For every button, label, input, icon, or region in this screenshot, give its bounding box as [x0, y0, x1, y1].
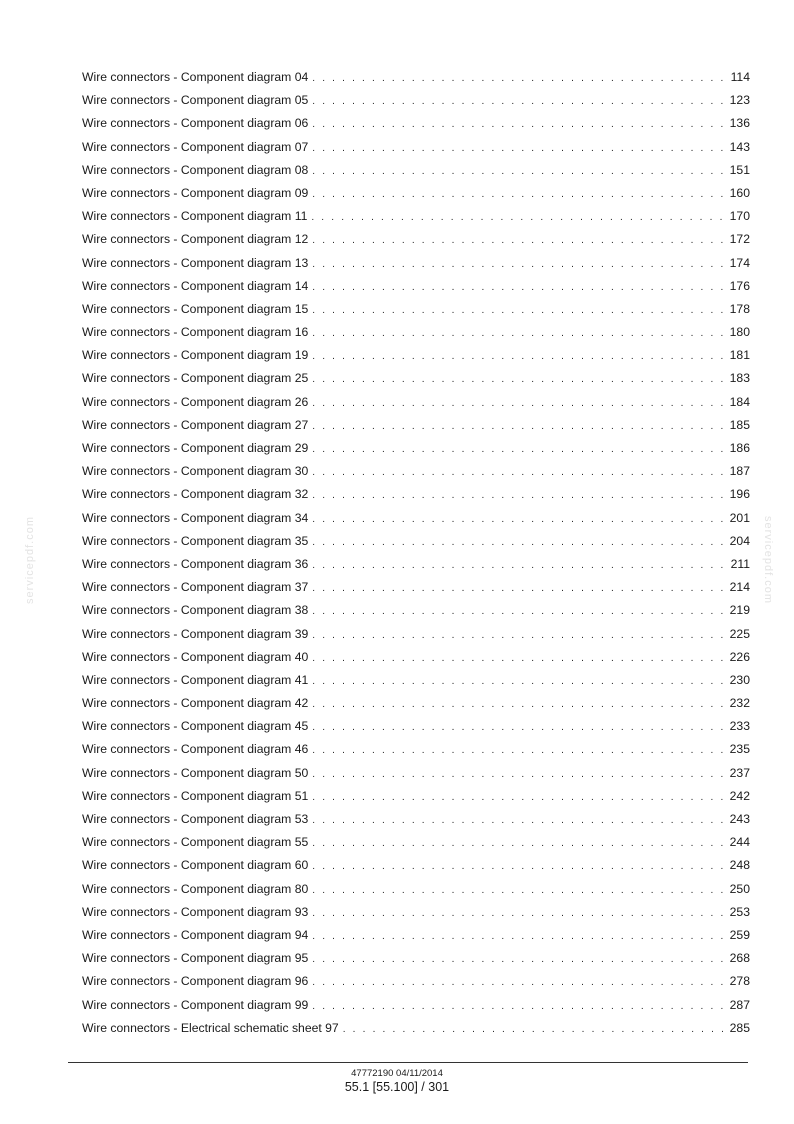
toc-entry[interactable] [82, 136, 750, 159]
dot-leader [312, 855, 725, 878]
toc-entry-page-number: 250 [729, 881, 750, 896]
toc-entry[interactable] [82, 576, 750, 599]
toc-entry-title: Wire connectors - Component diagram 53 [82, 812, 309, 826]
toc-entry-title: Wire connectors - Component diagram 50 [82, 765, 309, 780]
dot-leader [312, 183, 725, 206]
dot-leader [312, 484, 725, 507]
watermark-right: servicepdf.com [762, 516, 774, 604]
toc-entry[interactable] [82, 66, 750, 89]
toc-entry[interactable] [82, 994, 750, 1017]
toc-entry-title: Wire connectors - Component diagram 99 [82, 997, 309, 1012]
toc-entry[interactable] [82, 831, 750, 854]
toc-entry[interactable] [82, 1017, 750, 1040]
toc-entry[interactable] [82, 112, 750, 135]
dot-leader [312, 902, 725, 925]
toc-entry[interactable] [82, 159, 750, 182]
dot-leader [312, 600, 725, 623]
toc-entry-title: Wire connectors - Component diagram 96 [82, 974, 309, 989]
toc-entry-title: Wire connectors - Component diagram 80 [82, 881, 309, 896]
toc-entry-title: Wire connectors - Component diagram 27 [82, 417, 309, 432]
toc-entry-page-number: 181 [729, 348, 750, 363]
toc-entry-page-number: 235 [729, 742, 750, 757]
dot-leader [312, 276, 725, 299]
dot-leader [312, 113, 725, 136]
toc-entry-page-number: 160 [729, 185, 750, 200]
dot-leader [312, 67, 726, 90]
toc-entry-page-number: 172 [729, 232, 750, 247]
toc-entry-page-number: 225 [729, 626, 750, 641]
toc-entry-title: Wire connectors - Component diagram 08 [82, 162, 309, 177]
toc-entry-page-number: 278 [729, 974, 750, 989]
toc-entry[interactable] [82, 947, 750, 970]
dot-leader [312, 693, 725, 716]
toc-entry-page-number: 187 [729, 464, 750, 479]
toc-entry-page-number: 184 [729, 394, 750, 409]
toc-entry-page-number: 183 [729, 371, 750, 386]
toc-entry-page-number: 237 [729, 765, 750, 780]
dot-leader [312, 253, 725, 276]
dot-leader [312, 438, 725, 461]
toc-entry[interactable] [82, 228, 750, 251]
toc-entry-page-number: 242 [729, 788, 750, 803]
toc-entry-page-number: 230 [729, 672, 750, 687]
watermark-left: servicepdf.com [24, 516, 36, 604]
toc-entry-page-number: 151 [729, 162, 750, 177]
toc-entry[interactable] [82, 252, 750, 275]
toc-entry-page-number: 268 [729, 951, 750, 966]
dot-leader [312, 995, 725, 1018]
toc-entry[interactable] [82, 205, 750, 228]
toc-entry-title: Wire connectors - Component diagram 26 [82, 394, 309, 409]
footer-divider [68, 1062, 748, 1063]
dot-leader [311, 206, 725, 229]
dot-leader [312, 322, 725, 345]
toc-entry-title: Wire connectors - Component diagram 55 [82, 835, 309, 850]
toc-entry-title: Wire connectors - Component diagram 51 [82, 788, 309, 803]
toc-entry[interactable] [82, 460, 750, 483]
toc-entry-title: Wire connectors - Component diagram 32 [82, 487, 309, 502]
toc-entry-title: Wire connectors - Component diagram 15 [82, 301, 309, 316]
toc-entry[interactable] [82, 808, 750, 831]
toc-entry[interactable] [82, 321, 750, 344]
dot-leader [312, 809, 725, 832]
toc-entry-page-number: 136 [729, 116, 750, 131]
table-of-contents [82, 66, 750, 1040]
toc-entry-title: Wire connectors - Component diagram 34 [82, 510, 309, 525]
toc-entry[interactable] [82, 599, 750, 622]
dot-leader [312, 624, 725, 647]
toc-entry-page-number: 185 [729, 417, 750, 432]
toc-entry[interactable] [82, 414, 750, 437]
toc-entry[interactable] [82, 970, 750, 993]
toc-entry-title: Wire connectors - Component diagram 07 [82, 139, 309, 154]
toc-entry-title: Wire connectors - Component diagram 40 [82, 649, 309, 664]
toc-entry[interactable] [82, 924, 750, 947]
toc-entry-title: Wire connectors - Component diagram 95 [82, 951, 309, 966]
dot-leader [343, 1018, 726, 1041]
toc-entry[interactable] [82, 367, 750, 390]
toc-entry[interactable] [82, 437, 750, 460]
toc-entry-title: Wire connectors - Component diagram 38 [82, 603, 309, 618]
toc-entry-page-number: 243 [729, 812, 750, 826]
toc-entry[interactable] [82, 483, 750, 506]
toc-entry-title: Wire connectors - Component diagram 93 [82, 904, 309, 919]
toc-entry[interactable] [82, 298, 750, 321]
toc-entry-title: Wire connectors - Component diagram 29 [82, 441, 309, 455]
toc-entry-title: Wire connectors - Component diagram 19 [82, 348, 309, 363]
toc-entry-page-number: 123 [729, 93, 750, 108]
toc-entry-title: Wire connectors - Electrical schematic sheet 97 [82, 1020, 339, 1035]
dot-leader [312, 832, 725, 855]
dot-leader [312, 137, 725, 160]
toc-entry[interactable] [82, 507, 750, 530]
toc-entry[interactable] [82, 89, 750, 112]
footer-document-reference: 47772190 04/11/2014 [351, 1068, 443, 1079]
dot-leader [312, 392, 725, 415]
toc-entry-title: Wire connectors - Component diagram 13 [82, 255, 309, 270]
dot-leader [312, 461, 725, 484]
toc-entry-page-number: 180 [729, 325, 750, 340]
toc-entry-title: Wire connectors - Component diagram 37 [82, 580, 309, 595]
toc-entry-title: Wire connectors - Component diagram 45 [82, 719, 309, 734]
toc-entry[interactable] [82, 854, 750, 877]
dot-leader [312, 925, 725, 948]
toc-entry-title: Wire connectors - Component diagram 06 [82, 116, 309, 131]
toc-entry-page-number: 259 [729, 927, 750, 942]
toc-entry[interactable] [82, 669, 750, 692]
toc-entry[interactable] [82, 878, 750, 901]
toc-entry[interactable] [82, 623, 750, 646]
dot-leader [312, 531, 725, 554]
toc-entry-page-number: 176 [729, 278, 750, 293]
footer-page-reference: 55.1 [55.100] / 301 [344, 1080, 450, 1094]
toc-entry-page-number: 253 [729, 904, 750, 919]
toc-entry-title: Wire connectors - Component diagram 30 [82, 464, 309, 479]
toc-entry[interactable] [82, 391, 750, 414]
toc-entry-title: Wire connectors - Component diagram 12 [82, 232, 309, 247]
dot-leader [312, 229, 725, 252]
toc-entry-page-number: 226 [729, 649, 750, 664]
toc-entry-page-number: 174 [729, 255, 750, 270]
dot-leader [312, 90, 725, 113]
toc-entry-title: Wire connectors - Component diagram 11 [82, 209, 308, 224]
dot-leader [312, 345, 725, 368]
toc-entry-page-number: 244 [729, 835, 750, 850]
dot-leader [312, 879, 725, 902]
toc-entry-page-number: 285 [729, 1020, 750, 1035]
toc-entry-page-number: 204 [729, 533, 750, 548]
toc-entry-page-number: 196 [729, 487, 750, 502]
toc-entry-title: Wire connectors - Component diagram 14 [82, 278, 309, 293]
toc-entry[interactable] [82, 715, 750, 738]
dot-leader [312, 299, 725, 322]
dot-leader [312, 763, 725, 786]
toc-entry[interactable] [82, 344, 750, 367]
dot-leader [312, 160, 725, 183]
toc-entry[interactable] [82, 553, 750, 576]
toc-entry-title: Wire connectors - Component diagram 60 [82, 858, 309, 873]
dot-leader [312, 948, 725, 971]
toc-entry[interactable] [82, 646, 750, 669]
toc-entry-title: Wire connectors - Component diagram 25 [82, 371, 309, 386]
dot-leader [312, 415, 725, 438]
dot-leader [312, 368, 725, 391]
toc-entry-title: Wire connectors - Component diagram 04 [82, 70, 309, 84]
toc-entry-title: Wire connectors - Component diagram 35 [82, 533, 309, 548]
toc-entry[interactable] [82, 738, 750, 761]
toc-entry-title: Wire connectors - Component diagram 39 [82, 626, 309, 641]
toc-entry[interactable] [82, 530, 750, 553]
toc-entry[interactable] [82, 182, 750, 205]
toc-entry-title: Wire connectors - Component diagram 46 [82, 742, 309, 757]
toc-entry[interactable] [82, 692, 750, 715]
toc-entry-page-number: 233 [729, 719, 750, 734]
toc-entry-title: Wire connectors - Component diagram 94 [82, 927, 309, 942]
toc-entry-page-number: 178 [729, 301, 750, 316]
toc-entry-page-number: 201 [729, 510, 750, 525]
toc-entry[interactable] [82, 275, 750, 298]
dot-leader [312, 786, 725, 809]
toc-entry-page-number: 170 [729, 209, 750, 224]
dot-leader [312, 554, 726, 577]
dot-leader [312, 716, 725, 739]
toc-entry-title: Wire connectors - Component diagram 09 [82, 185, 309, 200]
toc-entry-page-number: 232 [729, 696, 750, 711]
toc-entry-page-number: 214 [729, 580, 750, 595]
toc-entry-page-number: 287 [729, 997, 750, 1012]
toc-entry[interactable] [82, 901, 750, 924]
toc-entry-page-number: 248 [729, 858, 750, 873]
dot-leader [312, 577, 725, 600]
toc-entry-title: Wire connectors - Component diagram 05 [82, 93, 309, 108]
toc-entry[interactable] [82, 762, 750, 785]
dot-leader [312, 670, 725, 693]
toc-entry-title: Wire connectors - Component diagram 16 [82, 325, 309, 340]
toc-entry-title: Wire connectors - Component diagram 42 [82, 696, 309, 711]
dot-leader [312, 739, 725, 762]
dot-leader [312, 647, 725, 670]
dot-leader [312, 971, 725, 994]
toc-entry-page-number: 114 [730, 70, 750, 84]
toc-entry-title: Wire connectors - Component diagram 41 [82, 672, 309, 687]
toc-entry-title: Wire connectors - Component diagram 36 [82, 556, 309, 571]
toc-entry[interactable] [82, 785, 750, 808]
toc-entry-page-number: 219 [729, 603, 750, 618]
toc-entry-page-number: 186 [729, 441, 750, 455]
toc-entry-page-number: 211 [730, 556, 750, 571]
toc-entry-page-number: 143 [729, 139, 750, 154]
dot-leader [312, 508, 725, 531]
